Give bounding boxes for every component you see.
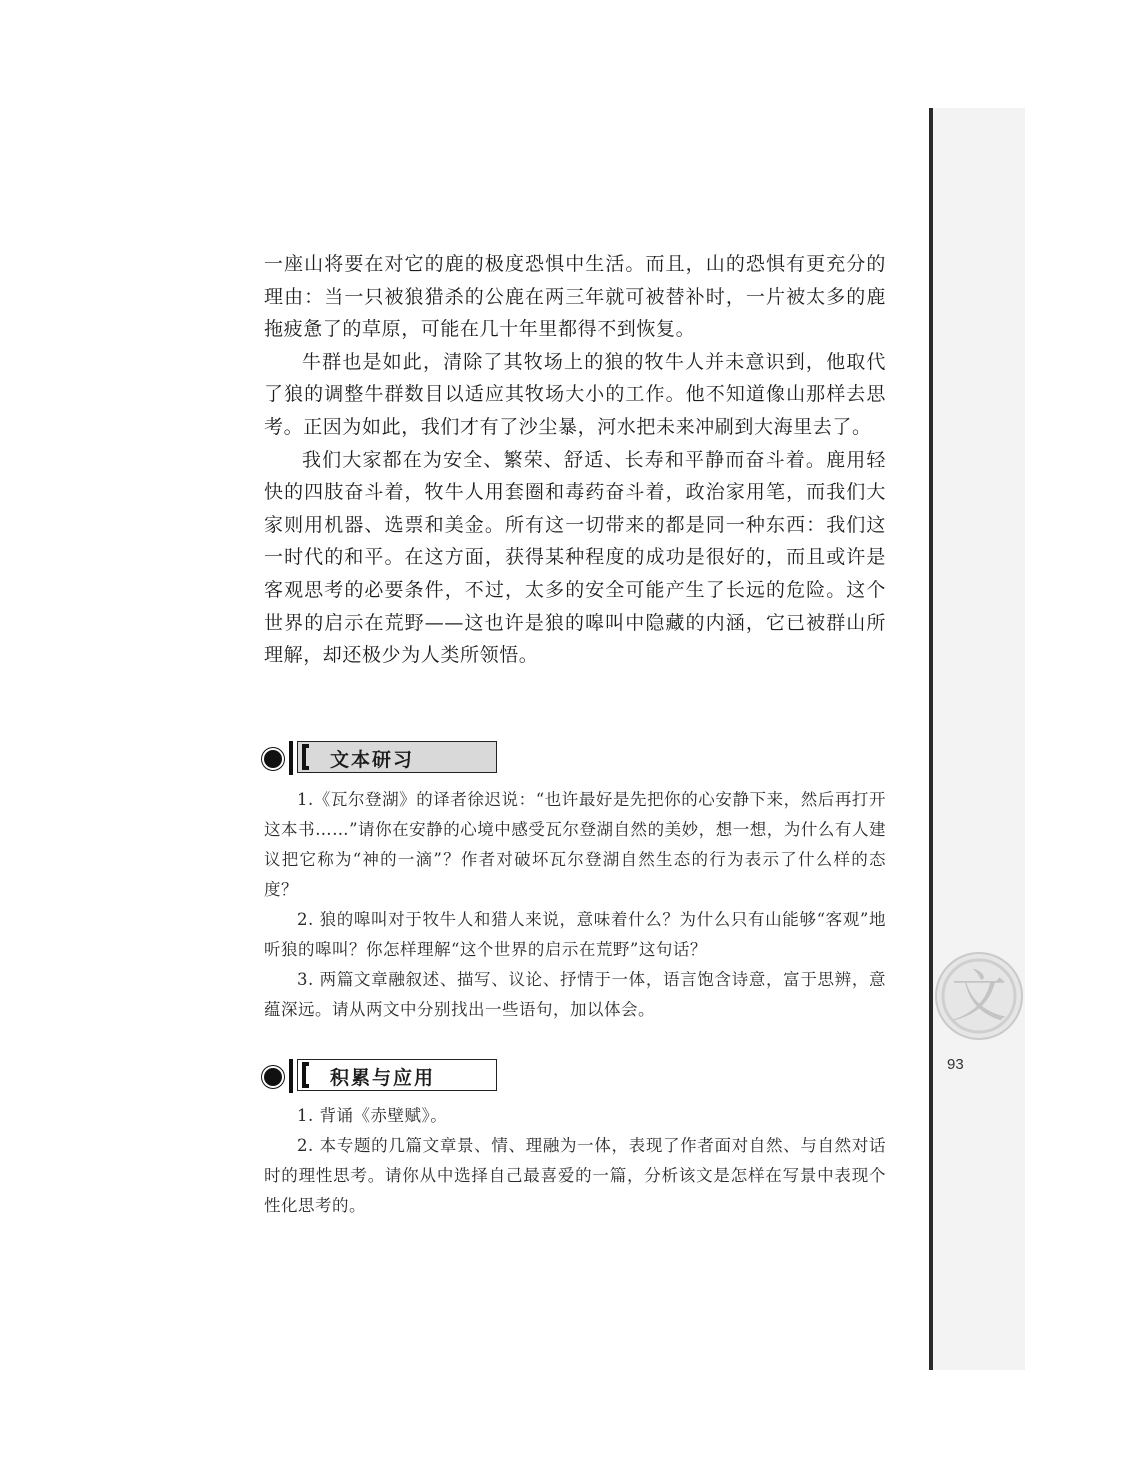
section-title: 文本研习 — [330, 749, 415, 771]
exercise-item: 1. 背诵《赤壁赋》。 — [297, 1106, 448, 1125]
section-title: 积累与应用 — [330, 1067, 436, 1089]
page-number: 93 — [947, 1056, 964, 1073]
wen-emblem-icon — [933, 950, 1025, 1042]
accumulation-exercises — [264, 1101, 886, 1221]
heading-bar — [289, 1059, 293, 1093]
exercise-item: 1.《瓦尔登湖》的译者徐迟说：“也许最好是先把你的心安静下来，然后再打开这本书……”请你在安静的心境中感受瓦尔登湖自然的美妙，想一想，为什么有人建议把它称为“神的一滴”？作者对破坏瓦尔登湖自然生态的行为表示了什么样的态度？ — [264, 790, 886, 899]
exercise-item: 2. 本专题的几篇文章景、情、理融为一体，表现了作者面对自然、与自然对话时的理性思考。请你从中选择自己最喜爱的一篇，分析该文是怎样在写景中表现个性化思考的。 — [264, 1136, 886, 1215]
margin-strip — [933, 108, 1025, 1370]
section-heading-accumulation — [264, 1059, 500, 1093]
emblem-glyph: 文 — [951, 965, 1007, 1030]
bullet-icon — [264, 1068, 282, 1086]
body-paragraph: 我们大家都在为安全、繁荣、舒适、长寿和平静而奋斗着。鹿用轻快的四肢奋斗着，牧牛人用套圈和毒药奋斗着，政治家用笔，而我们大家则用机器、选票和美金。所有这一切带来的都是同一种东西：我们这一时代的和平。在这方面，获得某种程度的成功是很好的，而且或许是客观思考的必要条件，不过，太多的安全可能产生了长远的危险。这个世界的启示在荒野——这也许是狼的嗥叫中隐藏的内涵，它已被群山所理解，却还极少为人类所领悟。 — [264, 448, 886, 667]
exercise-item: 2. 狼的嗥叫对于牧牛人和猎人来说，意味着什么？为什么只有山能够“客观”地听狼的嗥叫？你怎样理解“这个世界的启示在荒野”这句话？ — [264, 910, 886, 959]
body-paragraph: 牛群也是如此，清除了其牧场上的狼的牧牛人并未意识到，他取代了狼的调整牛群数目以适应其牧场大小的工作。他不知道像山那样去思考。正因为如此，我们才有了沙尘暴，河水把未来冲刷到大海里去了。 — [264, 350, 886, 438]
body-paragraph: 一座山将要在对它的鹿的极度恐惧中生活。而且，山的恐惧有更充分的理由：当一只被狼猎杀的公鹿在两三年就可被替补时，一片被太多的鹿拖疲惫了的草原，可能在几十年里都得不到恢复。 — [264, 253, 886, 341]
body-text — [264, 248, 886, 672]
exercise-item: 3. 两篇文章融叙述、描写、议论、抒情于一体，语言饱含诗意，富于思辨，意蕴深远。请从两文中分别找出一些语句，加以体会。 — [264, 970, 886, 1019]
text-study-exercises — [264, 785, 886, 1025]
section-heading-text-study — [264, 741, 500, 775]
heading-bar — [289, 741, 293, 775]
bracket-icon — [302, 744, 309, 770]
margin-rule — [929, 108, 933, 1370]
bracket-icon — [302, 1062, 309, 1088]
bullet-icon — [264, 750, 282, 768]
